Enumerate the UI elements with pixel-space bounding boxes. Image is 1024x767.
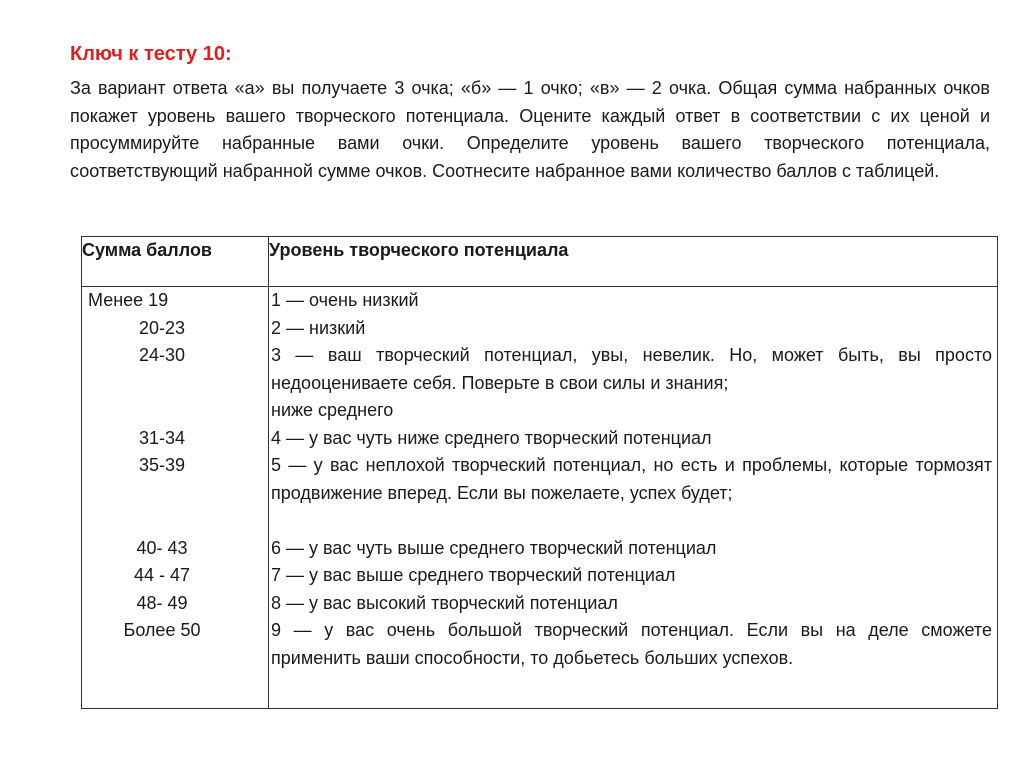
table-body-row <box>82 287 998 709</box>
level-description: 5 — у вас неплохой творческий потенциал, но есть и проблемы, которые тормозят продвижение вперед. Если вы пожелаете, успех будет; <box>271 455 992 503</box>
level-description: 7 — у вас выше среднего творческий потенциал <box>271 565 676 585</box>
score-range: 48- 49 <box>136 592 188 613</box>
level-description: 2 — низкий <box>271 317 366 338</box>
level-description: 3 — ваш творческий потенциал, увы, невелик. Но, может быть, вы просто недооцениваете себя. Поверьте в свои силы и знания; <box>271 345 992 393</box>
score-key-table <box>81 236 998 709</box>
level-column <box>269 287 998 709</box>
score-range: 35-39 <box>138 455 186 475</box>
level-description: 9 — у вас очень большой творческий потенциал. Если вы на деле сможете применить ваши способности, то добьетесь больших успехов. <box>271 620 992 668</box>
header-score-sum: Сумма баллов <box>82 237 269 287</box>
score-range: 20-23 <box>138 317 186 338</box>
score-range: 40- 43 <box>136 537 188 558</box>
score-range: 24-30 <box>138 345 186 365</box>
level-description: 1 — очень низкий <box>271 290 419 310</box>
table-header-row <box>82 237 998 287</box>
score-range: Менее 19 <box>88 290 169 310</box>
score-range: 44 - 47 <box>133 565 191 585</box>
header-creative-level: Уровень творческого потенциала <box>269 237 998 287</box>
level-description: 4 — у вас чуть ниже среднего творческий потенциал <box>271 427 712 448</box>
score-range: 31-34 <box>138 427 186 448</box>
level-description: 8 — у вас высокий творческий потенциал <box>271 592 618 613</box>
score-range: Более 50 <box>123 620 201 640</box>
level-description: ниже среднего <box>271 400 394 420</box>
intro-paragraph: За вариант ответа «а» вы получаете 3 очка; «б» — 1 очко; «в» — 2 очка. Общая сумма набранных очков покажет уровень вашего творческого потенциала. Оцените каждый ответ в соответствии с их ценой и просуммируйте набранные вами очки. Определите уровень вашего творческого потенциала, соответствующий набранной сумме очков. Соотнесите набранное вами количество баллов с таблицей. <box>70 78 990 181</box>
page-title: Ключ к тесту 10: <box>70 43 232 65</box>
score-column <box>82 287 269 709</box>
level-description: 6 — у вас чуть выше среднего творческий потенциал <box>271 537 717 558</box>
